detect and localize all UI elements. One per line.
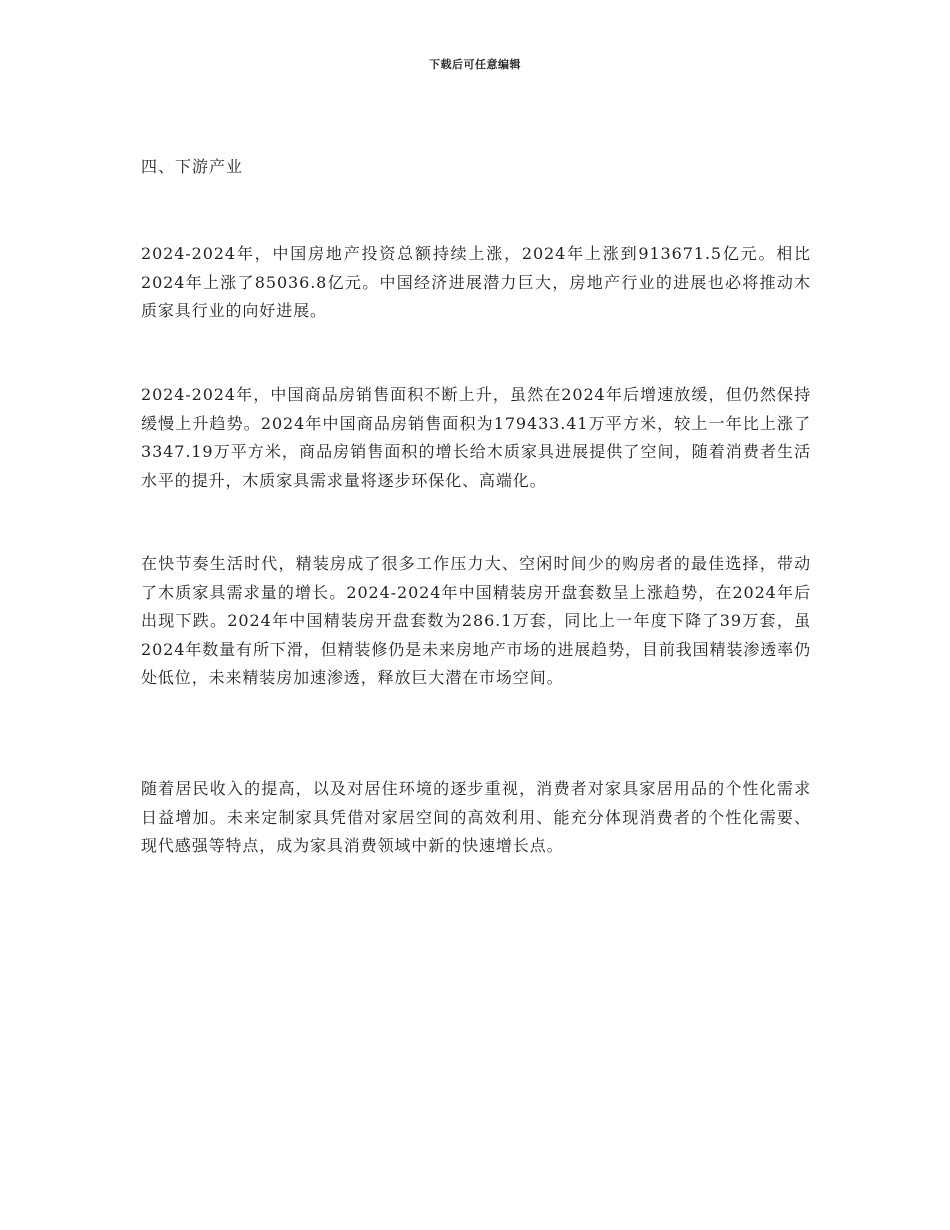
- section-heading: 四、下游产业: [141, 157, 244, 176]
- paragraph-real-estate-investment: 2024-2024年，中国房地产投资总额持续上涨，2024年上涨到913671.5亿元。相比2024年上涨了85036.8亿元。中国经济进展潜力巨大，房地产行业的进展也必将推动木质家具行业的向好进展。: [141, 244, 811, 320]
- page-header: 下载后可任意编辑: [429, 58, 521, 71]
- paragraph-finished-housing: 在快节奏生活时代，精装房成了很多工作压力大、空闲时间少的购房者的最佳选择，带动了木质家具需求量的增长。2024-2024年中国精装房开盘套数呈上涨趋势，在2024年后出现下跌。2024年中国精装房开盘套数为286.1万套，同比上一年度下降了39万套，虽2024年数量有所下滑，但精装修仍是未来房地产市场的进展趋势，目前我国精装渗透率仍处低位，未来精装房加速渗透，释放巨大潜在市场空间。: [141, 554, 811, 687]
- paragraph-housing-sales-area: 2024-2024年，中国商品房销售面积不断上升，虽然在2024年后增速放缓，但仍然保持缓慢上升趋势。2024年中国商品房销售面积为179433.41万平方米，较上一年比上涨了3347.19万平方米，商品房销售面积的增长给木质家具进展提供了空间，随着消费者生活水平的提升，木质家具需求量将逐步环保化、高端化。: [141, 385, 811, 490]
- paragraph-custom-furniture: 随着居民收入的提高，以及对居住环境的逐步重视，消费者对家具家居用品的个性化需求日益增加。未来定制家具凭借对家居空间的高效利用、能充分体现消费者的个性化需要、现代感强等特点，成为家具消费领域中新的快速增长点。: [141, 779, 811, 855]
